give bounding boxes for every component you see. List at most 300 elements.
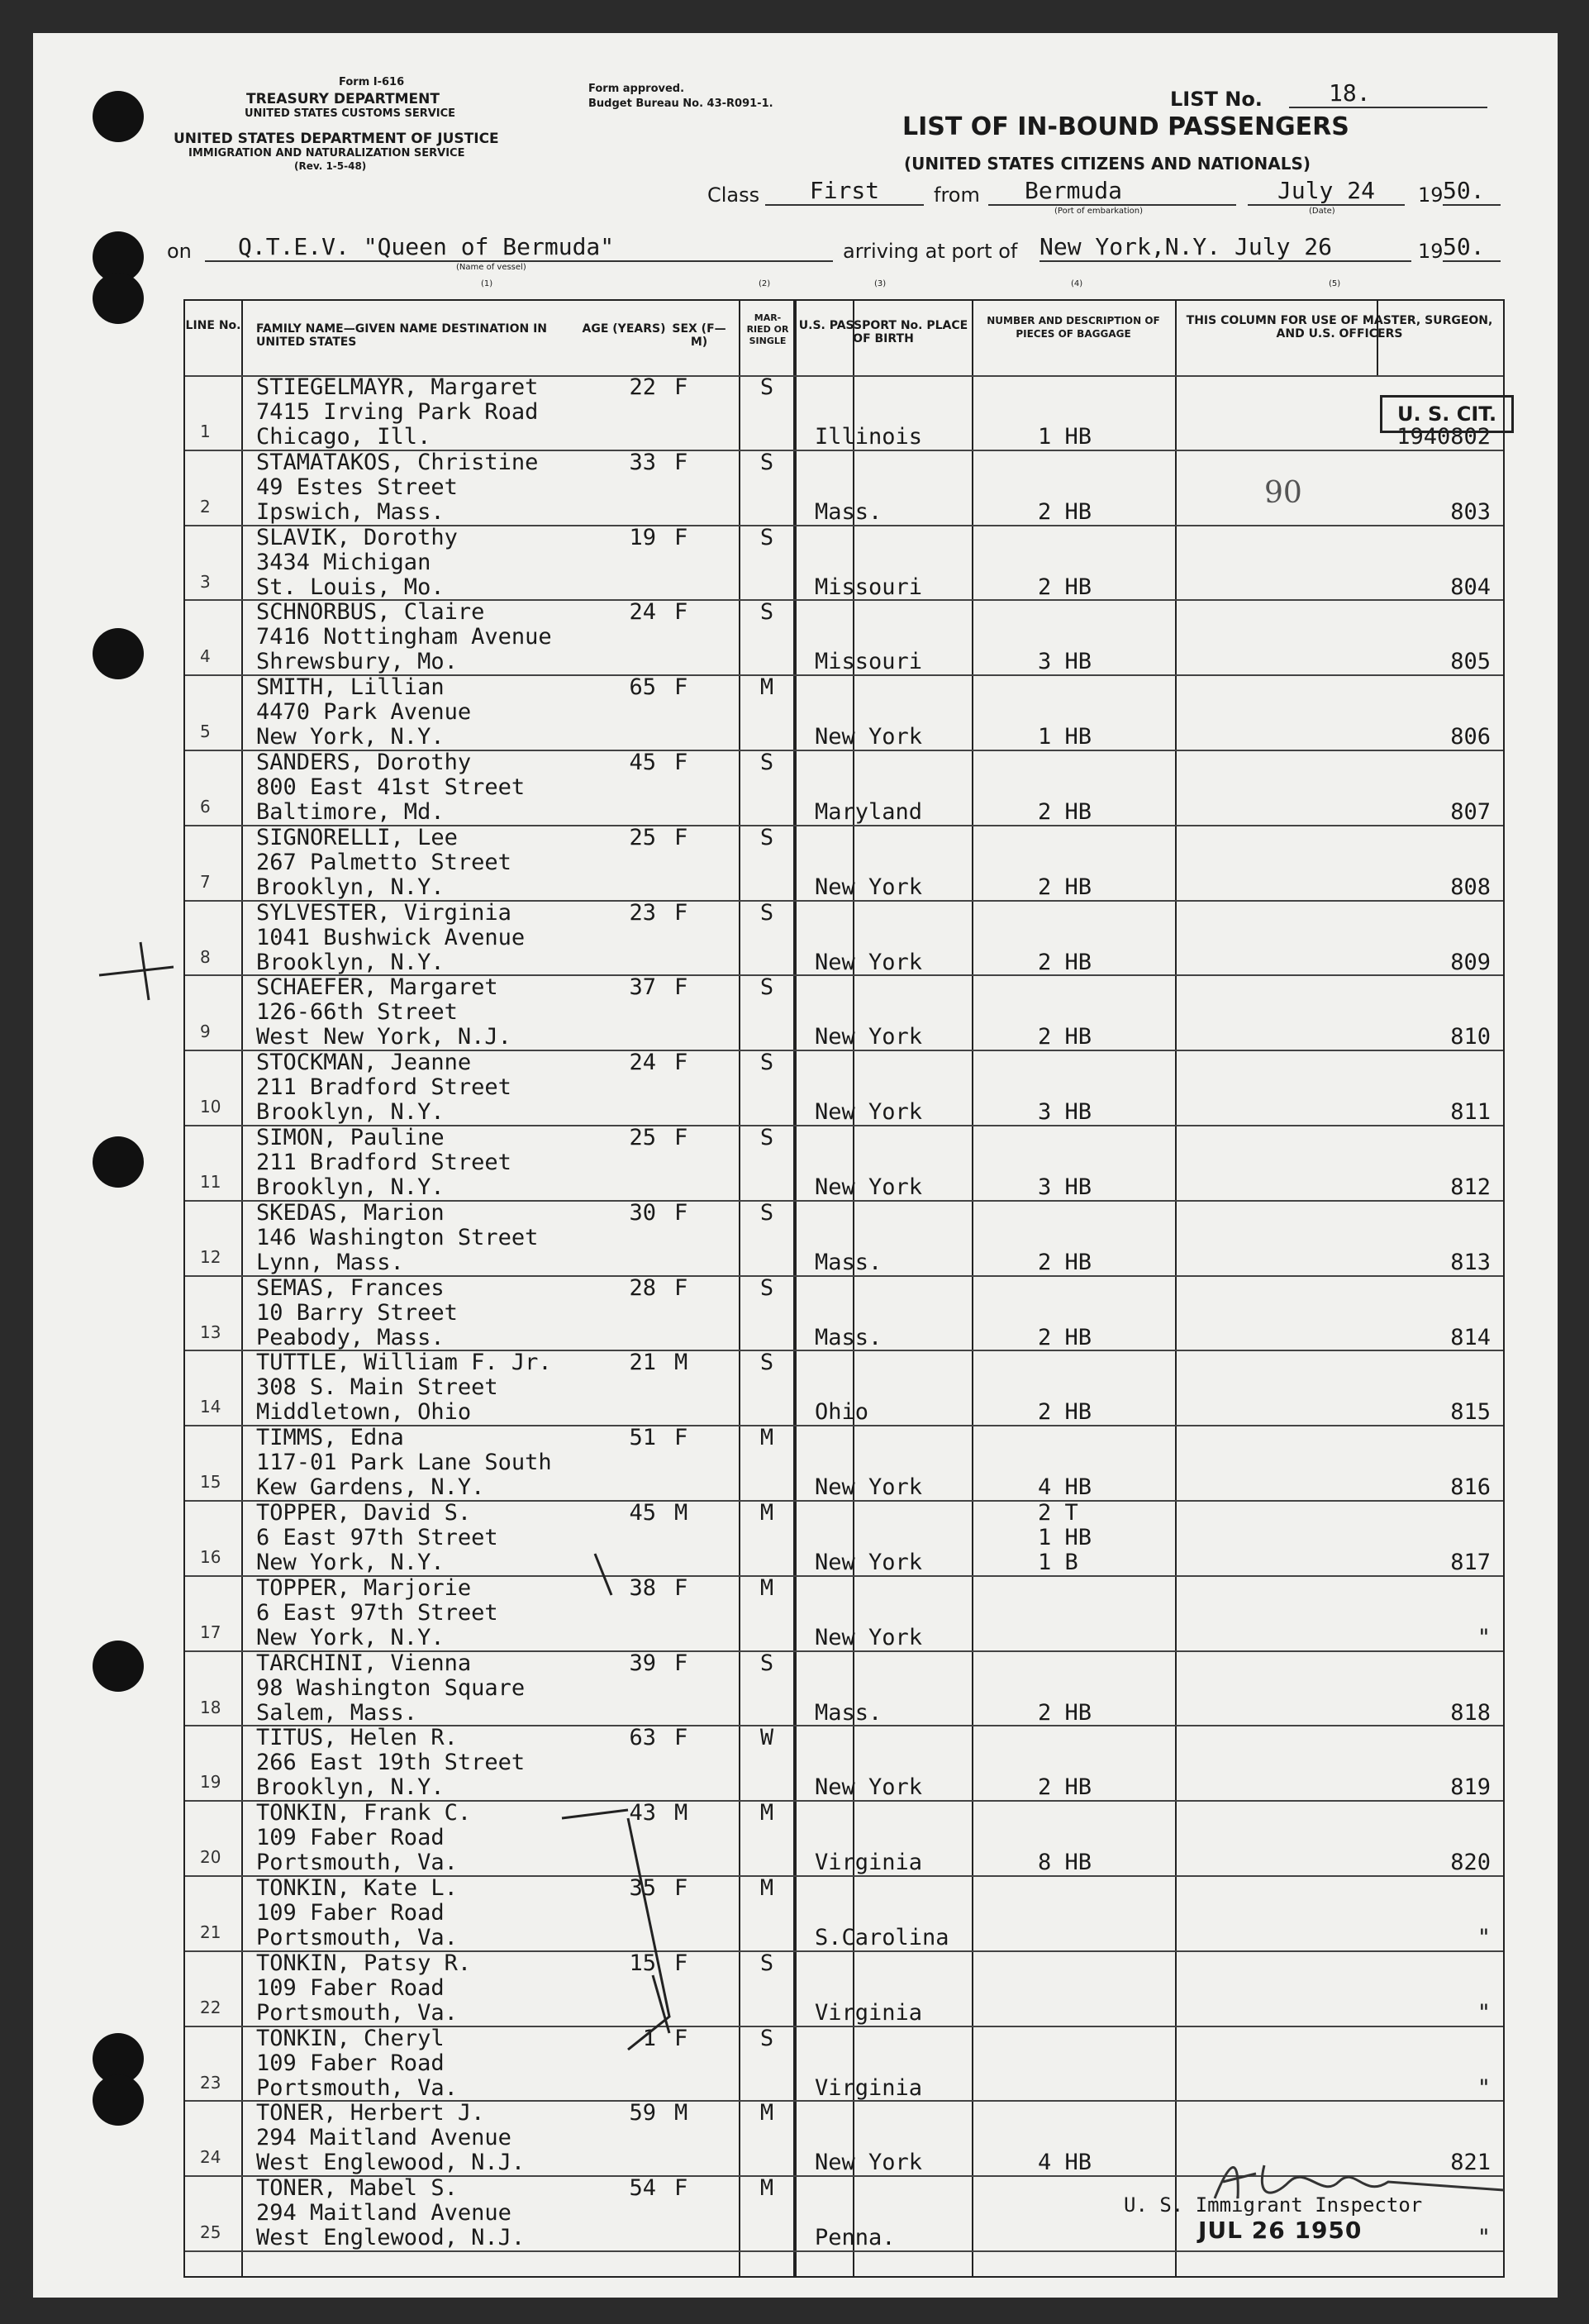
place-of-birth: Mass. [815,1699,883,1726]
line-number: 9 [200,1022,211,1042]
document-subtitle: (UNITED STATES CITIZENS AND NATIONALS) [904,154,1311,174]
treasury-label: TREASURY DEPARTMENT [246,91,440,107]
marital-status: S [759,374,774,400]
table-row [185,750,1503,826]
arrival-year: 50. [1443,233,1501,262]
passenger-age: 22 [629,374,656,400]
form-number: Form I-616 [339,76,405,88]
line-number: 1 [200,421,211,441]
passenger-age: 15 [629,1950,656,1976]
passenger-age: 35 [629,1875,656,1901]
margin-cross-mark [91,934,190,1008]
col-name: FAMILY NAME—GIVEN NAME DESTINATION IN UNITED STATES [256,322,548,349]
place-of-birth: New York [815,949,923,975]
passenger-table [183,299,1505,2278]
baggage: 4 HB [1038,1474,1092,1501]
passenger-name: SEMAS, Frances [256,1274,445,1301]
marital-status: S [759,1950,774,1976]
place-of-birth: Mass. [815,1249,883,1275]
passenger-city: Portsmouth, Va. [256,1925,458,1950]
place-of-birth: New York [815,874,923,900]
passenger-sex: F [674,524,688,550]
class-label: Class [707,183,760,207]
officer-number: " [1477,1925,1491,1950]
officer-number: 811 [1450,1099,1491,1126]
line-number: 6 [200,797,211,817]
binder-hole [93,628,144,679]
arriving-label: arriving at port of [843,240,1018,263]
passenger-city: Brooklyn, N.Y. [256,874,445,900]
passenger-address: 308 S. Main Street [256,1374,498,1401]
binder-hole [93,1136,144,1188]
vessel-caption: (Name of vessel) [456,263,526,272]
passenger-sex: M [674,1800,688,1826]
year-prefix: 19 [1418,183,1444,207]
passenger-name: TIMMS, Edna [256,1425,404,1451]
officer-number: 808 [1450,874,1491,900]
officer-number: 806 [1450,724,1491,750]
passenger-sex: F [674,599,688,626]
passenger-sex: F [674,899,688,926]
marital-status: S [759,1050,774,1076]
passenger-name: STIEGELMAYR, Margaret [256,374,539,400]
officer-number: 805 [1450,649,1491,675]
place-of-birth: Missouri [815,649,923,675]
place-of-birth: Maryland [815,799,923,825]
place-of-birth: Mass. [815,1324,883,1350]
passenger-city: New York, N.Y. [256,1624,445,1650]
marital-status: S [759,1125,774,1150]
marital-status: S [759,449,774,475]
passenger-sex: M [674,1500,688,1526]
form-approved: Form approved. [588,83,685,95]
passenger-address: 211 Bradford Street [256,1074,511,1101]
table-row [185,1501,1503,1576]
baggage: 1 HB [1038,1525,1092,1550]
table-row [185,1651,1503,1726]
passenger-age: 39 [629,1650,656,1676]
col-number: (3) [874,279,887,288]
passenger-name: TONER, Herbert J. [256,2100,485,2126]
baggage: 2 HB [1038,1249,1092,1275]
officer-number: " [1477,1999,1491,2026]
line-number: 22 [200,1997,221,2017]
passenger-address: 49 Estes Street [256,474,458,500]
place-of-birth: New York [815,1024,923,1050]
officer-number: 817 [1450,1550,1491,1575]
table-row [185,1126,1503,1201]
passenger-city: Peabody, Mass. [256,1324,445,1350]
marital-status: M [759,1800,774,1826]
table-row [185,2026,1503,2102]
marital-status: S [759,1350,774,1376]
table-row [185,526,1503,601]
passenger-sex: M [674,2100,688,2126]
passenger-address: 267 Palmetto Street [256,849,511,875]
place-of-birth: New York [815,2150,923,2176]
on-label: on [167,240,192,263]
passenger-address: 98 Washington Square [256,1674,526,1701]
budget-bureau: Budget Bureau No. 43-R091-1. [588,98,773,110]
passenger-age: 59 [629,2100,656,2126]
place-of-birth: New York [815,1774,923,1801]
marital-status: S [759,824,774,850]
passenger-name: STAMATAKOS, Christine [256,449,539,475]
passenger-address: 7415 Irving Park Road [256,399,539,425]
passenger-address: 109 Faber Road [256,1974,445,2001]
passenger-name: SIGNORELLI, Lee [256,824,458,850]
line-number: 11 [200,1172,221,1192]
place-of-birth: Missouri [815,574,923,600]
passenger-city: Chicago, Ill. [256,424,431,450]
officer-number: 820 [1450,1850,1491,1876]
place-of-birth: New York [815,1550,923,1575]
binder-hole [93,2074,144,2126]
officer-number: 807 [1450,799,1491,825]
marital-status: S [759,899,774,926]
marital-status: M [759,1500,774,1526]
line-number: 5 [200,721,211,742]
passenger-address: 109 Faber Road [256,2050,445,2076]
col-baggage: NUMBER AND DESCRIPTION OF PIECES OF BAGGAGE [987,315,1160,340]
passenger-name: SIMON, Pauline [256,1125,445,1150]
passenger-name: TONKIN, Patsy R. [256,1950,472,1976]
place-of-birth: New York [815,1099,923,1126]
passenger-city: Baltimore, Md. [256,799,445,825]
passenger-city: Portsmouth, Va. [256,1999,458,2026]
marital-status: W [759,1725,774,1751]
col-married: MAR-RIED OR SINGLE [746,312,789,346]
passenger-city: West Englewood, N.J. [256,2150,526,2176]
line-number: 4 [200,646,211,667]
from-value: Bermuda [988,177,1236,206]
passenger-sex: F [674,1875,688,1901]
passenger-sex: F [674,974,688,1001]
passenger-address: 4470 Park Avenue [256,699,472,726]
from-label: from [934,183,980,207]
passenger-city: Portsmouth, Va. [256,1850,458,1876]
passenger-address: 7416 Nottingham Avenue [256,624,552,650]
inspector-signature [1198,2149,1529,2215]
place-of-birth: New York [815,1474,923,1501]
line-number: 19 [200,1772,221,1793]
table-row [185,675,1503,750]
line-number: 17 [200,1622,221,1642]
line-number: 2 [200,496,211,517]
passenger-city: Brooklyn, N.Y. [256,1174,445,1200]
place-of-birth: Illinois [815,424,923,450]
passenger-name: TITUS, Helen R. [256,1725,458,1751]
passenger-age: 23 [629,899,656,926]
officer-number: " [1477,2074,1491,2101]
place-of-birth: Virginia [815,1999,923,2026]
place-of-birth: S.Carolina [815,1925,949,1950]
inspector-stamp: U. S. Immigrant Inspector [1124,2193,1423,2217]
binder-hole [93,273,144,324]
table-row [185,1876,1503,1951]
col-passport: U.S. PASSPORT No. PLACE OF BIRTH [798,319,968,345]
table-row [185,1350,1503,1426]
passenger-name: TONKIN, Kate L. [256,1875,458,1901]
marital-status: M [759,674,774,701]
col-sex: SEX (F—M) [672,322,726,349]
passenger-name: SCHNORBUS, Claire [256,599,485,626]
passenger-address: 294 Maitland Avenue [256,2125,511,2151]
passenger-address: 10 Barry Street [256,1299,458,1326]
class-value: First [765,177,924,206]
passenger-name: TONKIN, Cheryl [256,2025,445,2051]
passenger-age: 63 [629,1725,656,1751]
passenger-sex: F [674,1050,688,1076]
passenger-age: 43 [629,1800,656,1826]
passenger-age: 45 [629,750,656,775]
passenger-name: SLAVIK, Dorothy [256,524,458,550]
passenger-sex: F [674,1574,688,1601]
baggage: 2 HB [1038,874,1092,900]
passenger-address: 294 Maitland Avenue [256,2200,511,2226]
passenger-city: Brooklyn, N.Y. [256,949,445,975]
passenger-sex: F [674,2175,688,2202]
officer-number: 1940802 [1396,424,1491,450]
line-number: 8 [200,946,211,967]
col-number: (1) [481,279,493,288]
passenger-name: TOPPER, Marjorie [256,1574,472,1601]
place-of-birth: New York [815,1174,923,1200]
passenger-city: Portsmouth, Va. [256,2074,458,2101]
baggage: 3 HB [1038,1174,1092,1200]
passenger-sex: F [674,2025,688,2051]
passenger-address: 109 Faber Road [256,1900,445,1926]
passenger-city: West Englewood, N.J. [256,2225,526,2251]
arrival-year-prefix: 19 [1418,240,1444,263]
table-row [185,1201,1503,1276]
marital-status: S [759,1274,774,1301]
passenger-age: 21 [629,1350,656,1376]
marital-status: S [759,599,774,626]
col-age: AGE (YEARS) [582,322,666,336]
table-row [185,1576,1503,1651]
table-row [185,600,1503,675]
passenger-age: 24 [629,1050,656,1076]
passenger-sex: F [674,1950,688,1976]
inspection-date-stamp: JUL 26 1950 [1198,2217,1363,2244]
passenger-city: Kew Gardens, N.Y. [256,1474,485,1501]
line-number: 23 [200,2072,221,2093]
passenger-address: 126-66th Street [256,999,458,1026]
officer-number: 815 [1450,1399,1491,1426]
baggage: 2 HB [1038,1774,1092,1801]
col-number: (5) [1329,279,1341,288]
passenger-name: TONKIN, Frank C. [256,1800,472,1826]
passenger-name: TARCHINI, Vienna [256,1650,472,1676]
passenger-sex: F [674,449,688,475]
line-number: 18 [200,1697,221,1717]
passenger-age: 54 [629,2175,656,2202]
passenger-sex: F [674,750,688,775]
list-no-label: LIST No. [1170,88,1263,111]
passenger-city: New York, N.Y. [256,1550,445,1575]
passenger-sex: F [674,1125,688,1150]
passenger-name: SKEDAS, Marion [256,1199,445,1226]
col-number: (2) [759,279,771,288]
passenger-city: New York, N.Y. [256,724,445,750]
passenger-city: Brooklyn, N.Y. [256,1774,445,1801]
passenger-sex: F [674,1425,688,1451]
line-number: 25 [200,2222,221,2243]
passenger-city: Shrewsbury, Mo. [256,649,458,675]
marital-status: S [759,974,774,1001]
passenger-age: 28 [629,1274,656,1301]
passenger-age: 24 [629,599,656,626]
marital-status: M [759,1574,774,1601]
line-number: 24 [200,2147,221,2168]
officer-number: 818 [1450,1699,1491,1726]
line-number: 7 [200,871,211,892]
col-line-no: LINE No. [185,319,241,332]
passenger-name: SANDERS, Dorothy [256,750,472,775]
col-number: (4) [1071,279,1083,288]
marital-status: S [759,750,774,775]
baggage: 2 HB [1038,1699,1092,1726]
officer-number: 803 [1450,498,1491,525]
officer-number: 809 [1450,949,1491,975]
baggage: 4 HB [1038,2150,1092,2176]
passenger-address: 146 Washington Street [256,1224,539,1250]
baggage: 8 HB [1038,1850,1092,1876]
marital-status: S [759,2025,774,2051]
place-of-birth: Ohio [815,1399,869,1426]
revision-label: (Rev. 1-5-48) [294,160,367,172]
line-number: 21 [200,1922,221,1942]
passenger-age: 1 [642,2025,656,2051]
table-row [185,450,1503,526]
passenger-age: 37 [629,974,656,1001]
line-number: 3 [200,571,211,592]
line-number: 14 [200,1397,221,1417]
passenger-age: 51 [629,1425,656,1451]
binder-hole [93,91,144,142]
place-of-birth: Mass. [815,498,883,525]
baggage: 2 HB [1038,1024,1092,1050]
baggage: 2 HB [1038,799,1092,825]
us-citizen-stamp: U. S. CIT. [1380,395,1514,433]
passenger-name: TUTTLE, William F. Jr. [256,1350,552,1376]
place-of-birth: Virginia [815,2074,923,2101]
passenger-city: Salem, Mass. [256,1699,418,1726]
baggage: 2 HB [1038,1399,1092,1426]
place-of-birth: New York [815,724,923,750]
place-of-birth: Virginia [815,1850,923,1876]
marital-status: M [759,2100,774,2126]
passenger-address: 211 Bradford Street [256,1150,511,1175]
handwritten-note: 90 [1264,476,1302,510]
table-row [185,1050,1503,1126]
passenger-age: 65 [629,674,656,701]
officer-number: 804 [1450,574,1491,600]
passenger-age: 38 [629,1574,656,1601]
passenger-sex: F [674,1199,688,1226]
passenger-sex: F [674,1725,688,1751]
passenger-name: SMITH, Lillian [256,674,445,701]
table-row [185,375,1503,450]
line-number: 20 [200,1847,221,1868]
baggage: 2 HB [1038,949,1092,975]
officer-number: 821 [1450,2150,1491,2176]
table-row [185,1276,1503,1351]
passenger-sex: F [674,674,688,701]
justice-label: UNITED STATES DEPARTMENT OF JUSTICE [174,131,499,147]
marital-status: S [759,524,774,550]
passenger-name: TONER, Mabel S. [256,2175,458,2202]
passenger-address: 800 East 41st Street [256,774,526,800]
officer-number: 814 [1450,1324,1491,1350]
customs-label: UNITED STATES CUSTOMS SERVICE [245,107,456,120]
passenger-age: 30 [629,1199,656,1226]
immigration-label: IMMIGRATION AND NATURALIZATION SERVICE [188,147,465,160]
passenger-address: 6 East 97th Street [256,1525,498,1550]
officer-number: 816 [1450,1474,1491,1501]
passenger-sex: F [674,824,688,850]
passenger-city: West New York, N.J. [256,1024,511,1050]
document-title: LIST OF IN-BOUND PASSENGERS [902,112,1349,141]
passenger-city: Lynn, Mass. [256,1249,404,1275]
passenger-city: St. Louis, Mo. [256,574,445,600]
place-of-birth: New York [815,1624,923,1650]
date-caption: (Date) [1309,207,1335,216]
handwritten-family-bracket [545,1521,694,2264]
passenger-address: 3434 Michigan [256,549,431,575]
passenger-address: 6 East 97th Street [256,1599,498,1626]
passenger-age: 25 [629,824,656,850]
passenger-name: STOCKMAN, Jeanne [256,1050,472,1076]
baggage: 3 HB [1038,649,1092,675]
table-row [185,901,1503,976]
passenger-address: 1041 Bushwick Avenue [256,924,526,950]
line-number: 16 [200,1547,221,1567]
passenger-address: 117-01 Park Lane South [256,1450,552,1476]
line-number: 12 [200,1246,221,1267]
passenger-city: Brooklyn, N.Y. [256,1099,445,1126]
officer-number: 810 [1450,1024,1491,1050]
year-value: 50. [1443,177,1501,206]
passenger-age: 33 [629,449,656,475]
table-row [185,826,1503,901]
passenger-age: 19 [629,524,656,550]
marital-status: M [759,2175,774,2202]
place-of-birth: Penna. [815,2225,896,2251]
passenger-city: Middletown, Ohio [256,1399,472,1426]
passenger-sex: F [674,1274,688,1301]
line-number: 10 [200,1097,221,1117]
binder-hole [93,1641,144,1692]
line-number: 15 [200,1472,221,1493]
baggage: 1 HB [1038,724,1092,750]
date-value: July 24 [1248,177,1405,206]
passenger-name: SCHAEFER, Margaret [256,974,498,1001]
officer-number: 819 [1450,1774,1491,1801]
baggage: 1 HB [1038,424,1092,450]
officer-number: " [1477,2225,1491,2251]
port-caption: (Port of embarkation) [1054,207,1144,216]
baggage: 2 HB [1038,574,1092,600]
arrival-port-date: New York,N.Y. July 26 [1040,233,1411,262]
baggage: 2 HB [1038,498,1092,525]
passenger-age: 45 [629,1500,656,1526]
line-number: 13 [200,1322,221,1342]
passenger-city: Ipswich, Mass. [256,498,445,525]
baggage: 2 T [1038,1500,1078,1526]
table-row [185,1951,1503,2026]
